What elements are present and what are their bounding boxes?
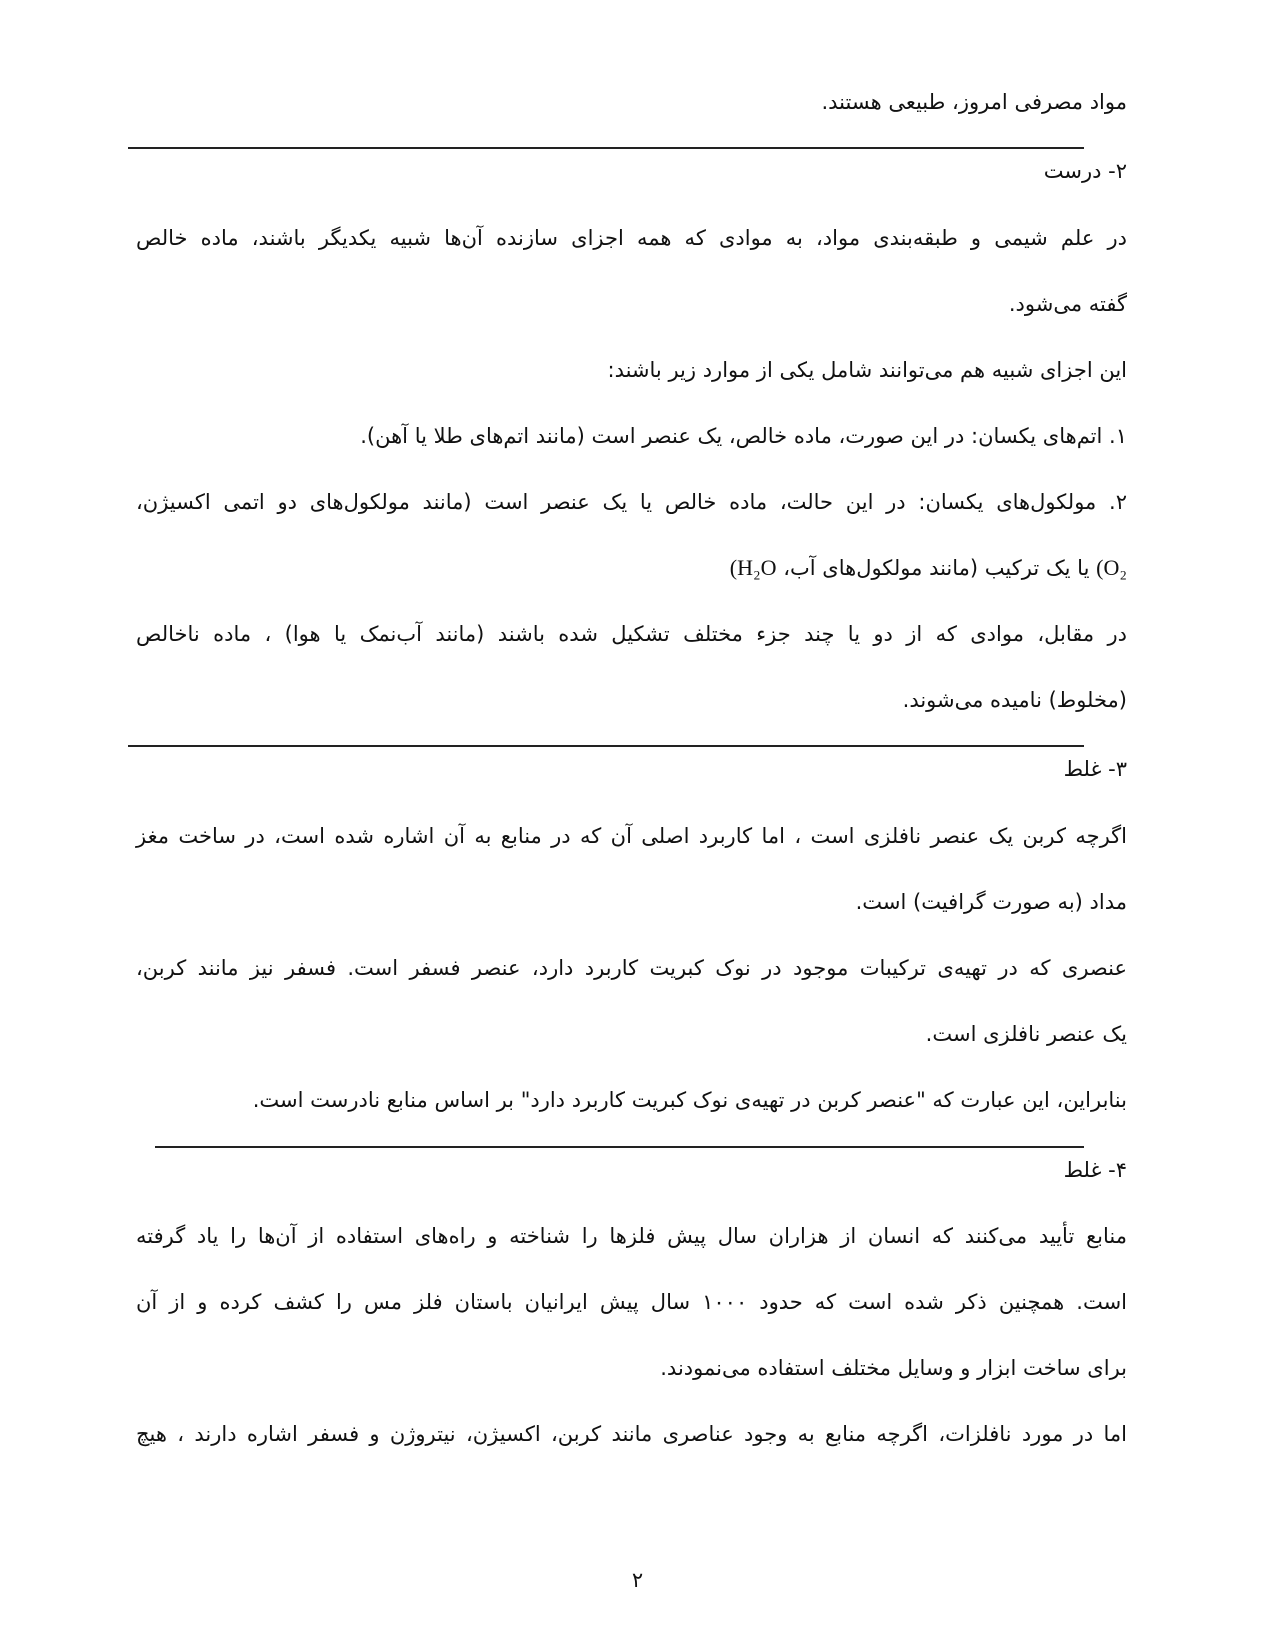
paragraph-line: در علم شیمی و طبقه‌بندی مواد، به موادی که همه اجزای سازنده آن‌ها شبیه یکدیگر باشند، ماده خالص <box>136 226 1127 250</box>
page-number: ۲ <box>631 1568 644 1592</box>
paragraph-text: یا یک ترکیب (مانند مولکول‌های آب، <box>783 556 1090 580</box>
formula-h2o: H₂O) <box>729 555 777 580</box>
section-divider <box>128 745 1084 747</box>
paragraph-line: اگرچه کربن یک عنصر نافلزی است ، اما کاربرد اصلی آن که در منابع به آن اشاره شده است، در ساخت مغز <box>136 824 1127 848</box>
paragraph-line: این اجزای شبیه هم می‌توانند شامل یکی از موارد زیر باشند: <box>607 358 1127 382</box>
list-item: ۲. مولکول‌های یکسان: در این حالت، ماده خالص یا یک عنصر است (مانند مولکول‌های دو اتمی اکسیژن، <box>136 490 1127 514</box>
section-divider <box>155 1146 1084 1148</box>
paragraph-line: اما در مورد نافلزات، اگرچه منابع به وجود عناصری مانند کربن، اکسیژن، نیتروژن و فسفر اشاره دارند ، هیچ <box>136 1422 1127 1446</box>
paragraph-line: است. همچنین ذکر شده است که حدود ۱۰۰۰ سال پیش ایرانیان باستان فلز مس را کشف کرده و از آن <box>136 1290 1128 1314</box>
paragraph-line: عنصری که در تهیه‌ی ترکیبات موجود در نوک کبریت کاربرد دارد، عنصر فسفر است. فسفر نیز مانند کربن، <box>136 956 1127 980</box>
paragraph-line: منابع تأیید می‌کنند که انسان از هزاران سال پیش فلزها را شناخته و راه‌های استفاده از آن‌ها را یاد گرفته <box>136 1224 1127 1248</box>
paragraph-line: بنابراین، این عبارت که "عنصر کربن در تهیه‌ی نوک کبریت کاربرد دارد" بر اساس منابع نادرست است. <box>252 1088 1127 1112</box>
paragraph-line: (مخلوط) نامیده می‌شوند. <box>902 688 1127 712</box>
paragraph-line: مواد مصرفی امروز، طبیعی هستند. <box>821 90 1127 114</box>
list-item-continuation <box>127 552 1127 584</box>
paragraph-line: یک عنصر نافلزی است. <box>925 1022 1127 1046</box>
formula-o2: O₂) <box>1096 555 1127 580</box>
section-divider <box>128 147 1084 149</box>
section-heading: ۳- غلط <box>1063 757 1127 781</box>
paragraph-line: برای ساخت ابزار و وسایل مختلف استفاده می‌نمودند. <box>660 1356 1127 1380</box>
paragraph-line: مداد (به صورت گرافیت) است. <box>855 890 1127 914</box>
section-heading: ۴- غلط <box>1063 1158 1127 1182</box>
list-item: ۱. اتم‌های یکسان: در این صورت، ماده خالص، یک عنصر است (مانند اتم‌های طلا یا آهن). <box>360 424 1127 448</box>
section-heading: ۲- درست <box>1043 159 1127 183</box>
paragraph-line: گفته می‌شود. <box>1008 292 1127 316</box>
paragraph-line: در مقابل، موادی که از دو یا چند جزء مختلف تشکیل شده باشند (مانند آب‌نمک یا هوا) ، ماده ناخالص <box>136 622 1127 646</box>
